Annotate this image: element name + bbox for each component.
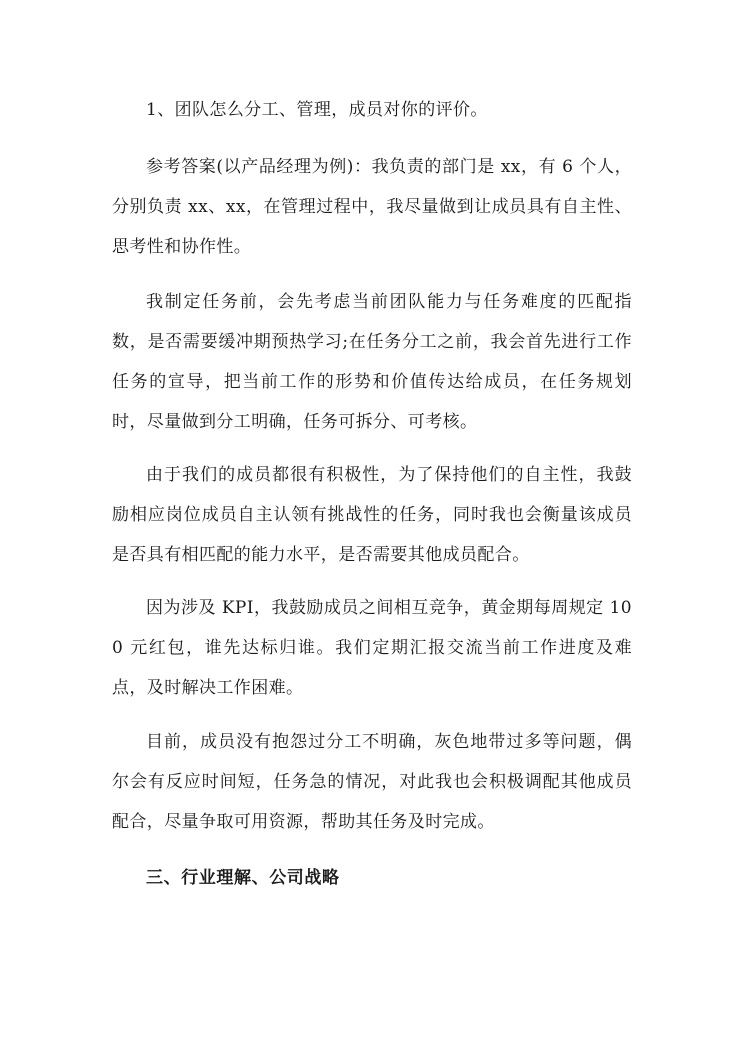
section-heading: 三、行业理解、公司战略: [146, 868, 340, 888]
answer-paragraph-4: 因为涉及 KPI，我鼓励成员之间相互竞争，黄金期每周规定 100 元红包，谁先达标归谁。我们定期汇报交流当前工作进度及难点，及时解决工作困难。: [112, 598, 632, 698]
answer-paragraph-3: 由于我们的成员都很有积极性，为了保持他们的自主性，我鼓励相应岗位成员自主认领有挑战性的任务，同时我也会衡量该成员是否具有相匹配的能力水平，是否需要其他成员配合。: [112, 465, 632, 565]
answer-paragraph-1: 参考答案(以产品经理为例)：我负责的部门是 xx，有 6 个人，分别负责 xx、xx，在管理过程中，我尽量做到让成员具有自主性、思考性和协作性。: [112, 157, 632, 257]
answer-paragraph-2: 我制定任务前，会先考虑当前团队能力与任务难度的匹配指数，是否需要缓冲期预热学习;在任务分工之前，我会首先进行工作任务的宣导，把当前工作的形势和价值传达给成员，在任务规划时，尽量做到分工明确，任务可拆分、可考核。: [112, 292, 632, 432]
answer-paragraph-5: 目前，成员没有抱怨过分工不明确，灰色地带过多等问题，偶尔会有反应时间短，任务急的情况，对此我也会积极调配其他成员配合，尽量争取可用资源，帮助其任务及时完成。: [112, 732, 632, 832]
question-heading: 1、团队怎么分工、管理，成员对你的评价。: [146, 100, 488, 120]
